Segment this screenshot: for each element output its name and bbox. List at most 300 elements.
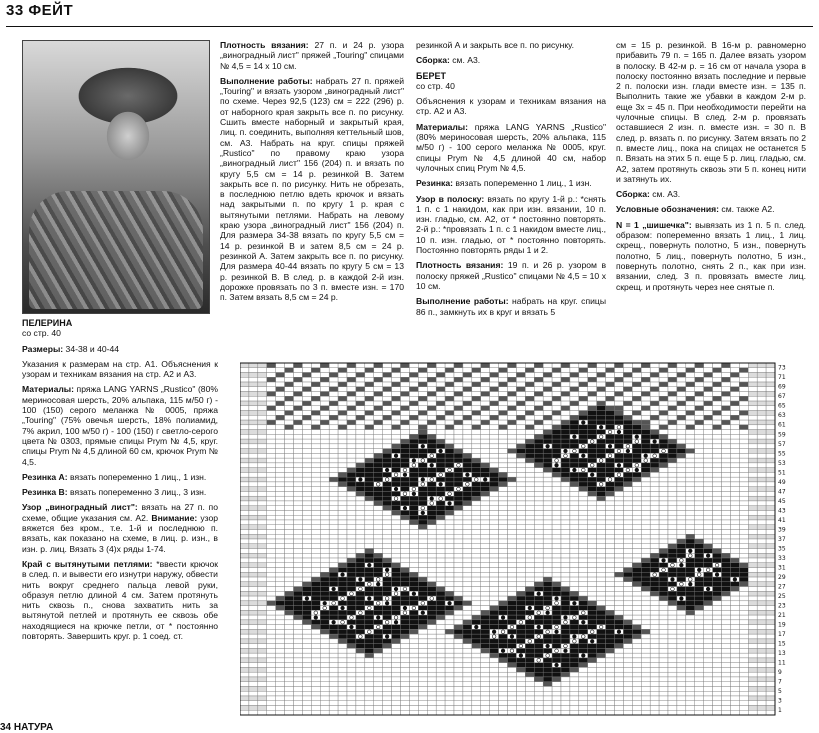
chart-cell: [722, 634, 731, 639]
chart-cell: [508, 582, 517, 587]
chart-cell: [311, 572, 320, 577]
yarn-over-symbol: [608, 454, 612, 458]
chart-cell: [356, 506, 365, 511]
chart-cell: [713, 625, 722, 630]
chart-cell: [285, 577, 294, 582]
chart-cell: [552, 534, 561, 539]
chart-cell: [347, 610, 356, 615]
chart-cell: [579, 534, 588, 539]
chart-cell: [285, 387, 294, 392]
chart-cell: [588, 458, 597, 463]
chart-cell: [543, 501, 552, 506]
symbol-bobble: N = 1 „шишечка": вывязать из 1 п. 5 п. след. образом: попеременно вязать 1 лиц., 1 лиц. скрещ., повернуть полотно, 5 изн., повернуть полотно, 5 лиц., повернуть полотно, 5 изн., повернуть полотно, снять 2 п., как при изн. вязании, след. 3 п. провязать вместе лиц. скрещ. и протянуть через нее снятые п.: [616, 219, 806, 292]
chart-cell: [356, 425, 365, 430]
chart-cell: [392, 444, 401, 449]
chart-cell: [552, 373, 561, 378]
chart-cell: [730, 610, 739, 615]
chart-cell: [597, 534, 606, 539]
chart-cell: [302, 582, 311, 587]
chart-cell: [338, 496, 347, 501]
yarn-over-symbol: [671, 563, 675, 567]
chart-cell: [588, 701, 597, 706]
chart-cell: [436, 705, 445, 710]
chart-cell: [722, 544, 731, 549]
chart-cell: [525, 544, 534, 549]
chart-cell: [499, 534, 508, 539]
chart-cell: [445, 434, 454, 439]
chart-cell: [499, 620, 508, 625]
chart-cell: [668, 658, 677, 663]
chart-cell: [739, 477, 748, 482]
chart-cell: [490, 363, 499, 368]
chart-cell: [258, 710, 267, 715]
chart-cell: [677, 515, 686, 520]
chart-cell: [463, 577, 472, 582]
chart-cell: [472, 629, 481, 634]
chart-cell: [463, 710, 472, 715]
chart-cell: [570, 401, 579, 406]
chart-cell: [329, 615, 338, 620]
chart-cell: [445, 453, 454, 458]
chart-cell: [445, 401, 454, 406]
chart-cell: [588, 710, 597, 715]
chart-cell: [615, 520, 624, 525]
chart-cell: [463, 691, 472, 696]
chart-cell: [516, 577, 525, 582]
chart-cell: [338, 510, 347, 515]
chart-cell: [534, 444, 543, 449]
chart-cell: [258, 406, 267, 411]
chart-cell: [668, 620, 677, 625]
yarn-over-symbol: [644, 459, 648, 463]
chart-cell: [606, 591, 615, 596]
chart-cell: [677, 496, 686, 501]
row-number-label: 13: [778, 650, 786, 658]
chart-cell: [418, 625, 427, 630]
chart-cell: [374, 491, 383, 496]
chart-cell: [338, 396, 347, 401]
chart-cell: [739, 610, 748, 615]
chart-cell: [766, 572, 775, 577]
chart-cell: [766, 601, 775, 606]
chart-cell: [722, 606, 731, 611]
chart-cell: [294, 392, 303, 397]
chart-cell: [311, 520, 320, 525]
chart-cell: [677, 539, 686, 544]
chart-cell: [347, 672, 356, 677]
chart-cell: [641, 468, 650, 473]
chart-cell: [525, 501, 534, 506]
chart-cell: [704, 705, 713, 710]
chart-cell: [597, 658, 606, 663]
chart-cell: [276, 625, 285, 630]
chart-cell: [267, 439, 276, 444]
chart-cell: [320, 529, 329, 534]
chart-cell: [543, 639, 552, 644]
chart-cell: [650, 682, 659, 687]
chart-cell: [588, 653, 597, 658]
chart-cell: [418, 629, 427, 634]
chart-cell: [695, 587, 704, 592]
chart-cell: [695, 634, 704, 639]
chart-cell: [356, 373, 365, 378]
chart-cell: [543, 434, 552, 439]
chart-cell: [615, 644, 624, 649]
chart-cell: [668, 501, 677, 506]
chart-cell: [329, 577, 338, 582]
chart-cell: [722, 529, 731, 534]
chart-cell: [606, 363, 615, 368]
chart-cell: [445, 415, 454, 420]
chart-cell: [409, 373, 418, 378]
chart-cell: [516, 539, 525, 544]
chart-cell: [258, 510, 267, 515]
chart-cell: [401, 572, 410, 577]
chart-cell: [436, 620, 445, 625]
chart-cell: [490, 606, 499, 611]
chart-cell: [418, 634, 427, 639]
chart-cell: [650, 425, 659, 430]
bobble-symbol: [474, 625, 478, 629]
chart-cell: [534, 434, 543, 439]
bobble-symbol: [341, 573, 345, 577]
chart-cell: [704, 434, 713, 439]
chart-cell: [445, 392, 454, 397]
chart-cell: [730, 468, 739, 473]
chart-cell: [320, 453, 329, 458]
chart-cell: [302, 710, 311, 715]
chart-cell: [641, 696, 650, 701]
chart-cell: [730, 648, 739, 653]
chart-cell: [561, 539, 570, 544]
chart-cell: [249, 425, 258, 430]
chart-cell: [436, 491, 445, 496]
chart-cell: [704, 625, 713, 630]
chart-cell: [320, 425, 329, 430]
chart-cell: [499, 439, 508, 444]
chart-cell: [374, 468, 383, 473]
chart-cell: [481, 558, 490, 563]
chart-cell: [481, 539, 490, 544]
chart-cell: [722, 449, 731, 454]
chart-cell: [623, 563, 632, 568]
chart-cell: [615, 382, 624, 387]
chart-cell: [311, 430, 320, 435]
chart-cell: [463, 420, 472, 425]
chart-cell: [365, 648, 374, 653]
bobble-symbol: [581, 654, 585, 658]
chart-cell: [713, 705, 722, 710]
chart-cell: [561, 601, 570, 606]
chart-cell: [276, 468, 285, 473]
chart-cell: [757, 501, 766, 506]
chart-cell: [632, 553, 641, 558]
chart-cell: [249, 610, 258, 615]
chart-cell: [285, 477, 294, 482]
chart-cell: [525, 663, 534, 668]
chart-cell: [383, 682, 392, 687]
chart-cell: [329, 696, 338, 701]
bobble-symbol: [359, 578, 363, 582]
chart-cell: [597, 463, 606, 468]
chart-cell: [615, 439, 624, 444]
chart-cell: [730, 691, 739, 696]
chart-cell: [329, 406, 338, 411]
chart-cell: [365, 667, 374, 672]
chart-cell: [285, 615, 294, 620]
chart-cell: [659, 487, 668, 492]
chart-cell: [472, 553, 481, 558]
chart-cell: [534, 420, 543, 425]
chart-cell: [757, 549, 766, 554]
chart-cell: [757, 639, 766, 644]
chart-cell: [436, 387, 445, 392]
chart-cell: [739, 705, 748, 710]
chart-cell: [240, 477, 249, 482]
chart-cell: [641, 363, 650, 368]
chart-cell: [320, 663, 329, 668]
chart-cell: [668, 373, 677, 378]
chart-cell: [490, 549, 499, 554]
chart-cell: [276, 520, 285, 525]
chart-cell: [490, 534, 499, 539]
chart-cell: [454, 368, 463, 373]
chart-cell: [677, 644, 686, 649]
column-beret: [416, 40, 606, 322]
chart-cell: [597, 677, 606, 682]
chart-cell: [677, 415, 686, 420]
chart-cell: [285, 568, 294, 573]
chart-cell: [632, 453, 641, 458]
chart-cell: [454, 363, 463, 368]
chart-cell: [436, 629, 445, 634]
chart-cell: [347, 392, 356, 397]
chart-cell: [454, 549, 463, 554]
chart-cell: [356, 705, 365, 710]
bobble-symbol: [555, 663, 559, 667]
chart-cell: [623, 377, 632, 382]
chart-cell: [632, 396, 641, 401]
chart-cell: [436, 468, 445, 473]
chart-cell: [311, 639, 320, 644]
chart-cell: [606, 387, 615, 392]
chart-cell: [249, 596, 258, 601]
chart-cell: [365, 472, 374, 477]
chart-cell: [588, 377, 597, 382]
chart-cell: [695, 406, 704, 411]
chart-cell: [401, 601, 410, 606]
chart-cell: [668, 387, 677, 392]
chart-cell: [302, 591, 311, 596]
chart-cell: [739, 691, 748, 696]
chart-cell: [615, 553, 624, 558]
chart-cell: [757, 667, 766, 672]
chart-cell: [748, 639, 757, 644]
chart-cell: [650, 596, 659, 601]
chart-cell: [695, 648, 704, 653]
chart-cell: [392, 406, 401, 411]
chart-cell: [739, 534, 748, 539]
chart-cell: [267, 434, 276, 439]
chart-cell: [294, 377, 303, 382]
chart-cell: [490, 434, 499, 439]
chart-cell: [748, 648, 757, 653]
chart-cell: [730, 501, 739, 506]
chart-cell: [338, 477, 347, 482]
chart-cell: [249, 387, 258, 392]
chart-cell: [401, 705, 410, 710]
chart-cell: [704, 525, 713, 530]
chart-cell: [445, 672, 454, 677]
chart-cell: [329, 563, 338, 568]
chart-cell: [748, 453, 757, 458]
chart-cell: [659, 463, 668, 468]
chart-cell: [436, 606, 445, 611]
chart-cell: [722, 482, 731, 487]
chart-cell: [739, 549, 748, 554]
chart-cell: [748, 568, 757, 573]
chart-cell: [615, 710, 624, 715]
chart-cell: [570, 520, 579, 525]
chart-cell: [615, 525, 624, 530]
chart-cell: [490, 625, 499, 630]
chart-cell: [338, 425, 347, 430]
chart-cell: [320, 491, 329, 496]
chart-cell: [418, 392, 427, 397]
chart-cell: [757, 663, 766, 668]
chart-cell: [570, 406, 579, 411]
chart-cell: [392, 639, 401, 644]
bobble-symbol: [439, 482, 443, 486]
chart-cell: [695, 663, 704, 668]
chart-cell: [588, 449, 597, 454]
bobble-symbol: [644, 454, 648, 458]
yarn-over-symbol: [367, 630, 371, 634]
chart-cell: [490, 392, 499, 397]
chart-cell: [240, 710, 249, 715]
chart-cell: [365, 392, 374, 397]
bobble-symbol: [706, 587, 710, 591]
chart-cell: [748, 487, 757, 492]
chart-cell: [302, 606, 311, 611]
chart-cell: [338, 449, 347, 454]
chart-cell: [436, 682, 445, 687]
chart-cell: [668, 453, 677, 458]
chart-cell: [739, 468, 748, 473]
chart-cell: [748, 625, 757, 630]
chart-cell: [606, 639, 615, 644]
yarn-over-symbol: [653, 454, 657, 458]
chart-cell: [722, 625, 731, 630]
chart-cell: [650, 639, 659, 644]
chart-cell: [454, 458, 463, 463]
chart-cell: [570, 653, 579, 658]
chart-cell: [436, 667, 445, 672]
chart-cell: [561, 411, 570, 416]
chart-cell: [713, 382, 722, 387]
chart-cell: [606, 382, 615, 387]
chart-cell: [766, 387, 775, 392]
chart-cell: [294, 639, 303, 644]
chart-cell: [258, 582, 267, 587]
chart-cell: [472, 534, 481, 539]
chart-cell: [276, 568, 285, 573]
chart-cell: [588, 420, 597, 425]
chart-cell: [579, 458, 588, 463]
chart-cell: [534, 439, 543, 444]
chart-cell: [347, 639, 356, 644]
chart-cell: [311, 658, 320, 663]
chart-cell: [302, 482, 311, 487]
chart-cell: [401, 515, 410, 520]
chart-cell: [525, 572, 534, 577]
chart-cell: [713, 449, 722, 454]
chart-cell: [534, 572, 543, 577]
chart-cell: [623, 625, 632, 630]
chart-cell: [508, 496, 517, 501]
chart-cell: [240, 606, 249, 611]
chart-cell: [267, 568, 276, 573]
bobble-symbol: [367, 563, 371, 567]
chart-cell: [561, 701, 570, 706]
chart-cell: [579, 606, 588, 611]
chart-cell: [757, 434, 766, 439]
chart-cell: [294, 363, 303, 368]
chart-cell: [597, 644, 606, 649]
chart-cell: [739, 373, 748, 378]
chart-cell: [499, 596, 508, 601]
chart-cell: [570, 696, 579, 701]
chart-cell: [427, 653, 436, 658]
chart-cell: [454, 525, 463, 530]
chart-cell: [615, 667, 624, 672]
bobble-symbol: [350, 625, 354, 629]
chart-cell: [641, 425, 650, 430]
chart-cell: [436, 691, 445, 696]
chart-cell: [641, 682, 650, 687]
chart-cell: [258, 368, 267, 373]
chart-cell: [311, 563, 320, 568]
bobble-symbol: [688, 549, 692, 553]
chart-cell: [320, 577, 329, 582]
chart-cell: [499, 539, 508, 544]
chart-cell: [668, 510, 677, 515]
chart-cell: [276, 382, 285, 387]
chart-cell: [739, 577, 748, 582]
chart-cell: [365, 501, 374, 506]
chart-cell: [338, 544, 347, 549]
chart-cell: [356, 639, 365, 644]
chart-cell: [409, 677, 418, 682]
chart-cell: [641, 677, 650, 682]
chart-cell: [579, 710, 588, 715]
chart-cell: [383, 710, 392, 715]
chart-cell: [258, 563, 267, 568]
chart-cell: [641, 705, 650, 710]
chart-cell: [374, 658, 383, 663]
chart-cell: [374, 639, 383, 644]
chart-cell: [427, 396, 436, 401]
chart-cell: [320, 458, 329, 463]
chart-cell: [401, 648, 410, 653]
chart-cell: [249, 701, 258, 706]
chart-cell: [276, 434, 285, 439]
chart-cell: [374, 596, 383, 601]
chart-cell: [543, 696, 552, 701]
chart-cell: [668, 539, 677, 544]
chart-cell: [677, 634, 686, 639]
bobble-symbol: [733, 578, 737, 582]
